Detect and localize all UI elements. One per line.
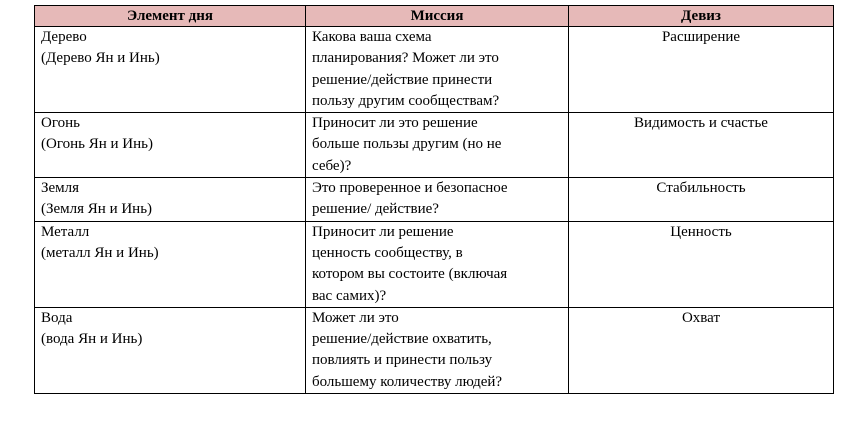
mission-line: Может ли это — [312, 309, 399, 326]
table-row-wood — [35, 27, 834, 113]
mission-cell — [306, 113, 569, 178]
table-row-earth — [35, 178, 834, 222]
mission-line: Какова ваша схема — [312, 29, 432, 45]
header-row — [35, 6, 834, 27]
mission-line: больше пользы другим (но не — [312, 136, 502, 153]
element-subtitle: (вода Ян и Инь) — [41, 331, 143, 348]
element-name: Огонь — [41, 115, 80, 132]
mission-line: большему количеству людей? — [312, 373, 503, 390]
header-motto: Девиз — [569, 6, 834, 27]
element-cell — [35, 113, 306, 178]
mission-line: планирования? Может ли это — [312, 50, 499, 67]
element-subtitle: (металл Ян и Инь) — [41, 244, 159, 261]
mission-line: пользу другим сообществам? — [312, 92, 500, 109]
elements-table — [34, 5, 834, 394]
mission-line: Приносит ли это решение — [312, 115, 478, 132]
mission-cell — [306, 27, 569, 113]
mission-line: Приносит ли решение — [312, 223, 454, 240]
element-cell — [35, 178, 306, 222]
motto-cell: Видимость и счастье — [569, 113, 834, 178]
mission-cell — [306, 178, 569, 222]
table-body — [35, 27, 834, 394]
element-cell — [35, 27, 306, 113]
table-row-fire — [35, 113, 834, 178]
header-element-of-day: Элемент дня — [35, 6, 306, 27]
element-name: Вода — [41, 309, 73, 326]
element-cell — [35, 307, 306, 393]
element-cell — [35, 221, 306, 307]
mission-cell — [306, 221, 569, 307]
mission-line: решение/ действие? — [312, 201, 439, 218]
table-row-water — [35, 307, 834, 393]
mission-line: Это проверенное и безопасное — [312, 180, 508, 197]
mission-line: котором вы состоите (включая — [312, 266, 508, 283]
motto-cell: Ценность — [569, 221, 834, 307]
element-subtitle: (Огонь Ян и Инь) — [41, 136, 153, 153]
mission-line: вас самих)? — [312, 287, 387, 304]
table-row-metal — [35, 221, 834, 307]
mission-line: решение/действие охватить, — [312, 331, 492, 348]
mission-line: себе)? — [312, 157, 352, 174]
mission-line: решение/действие принести — [312, 71, 493, 88]
header-mission: Миссия — [306, 6, 569, 27]
mission-cell — [306, 307, 569, 393]
element-subtitle: (Дерево Ян и Инь) — [41, 50, 160, 67]
element-name: Земля — [41, 180, 80, 197]
mission-line: повлиять и принести пользу — [312, 352, 493, 369]
element-name: Металл — [41, 223, 90, 240]
motto-cell: Расширение — [569, 27, 834, 113]
table-header — [35, 6, 834, 27]
motto-cell: Охват — [569, 307, 834, 393]
element-subtitle: (Земля Ян и Инь) — [41, 201, 153, 218]
element-name: Дерево — [41, 29, 87, 45]
mission-line: ценность сообществу, в — [312, 244, 463, 261]
motto-cell: Стабильность — [569, 178, 834, 222]
